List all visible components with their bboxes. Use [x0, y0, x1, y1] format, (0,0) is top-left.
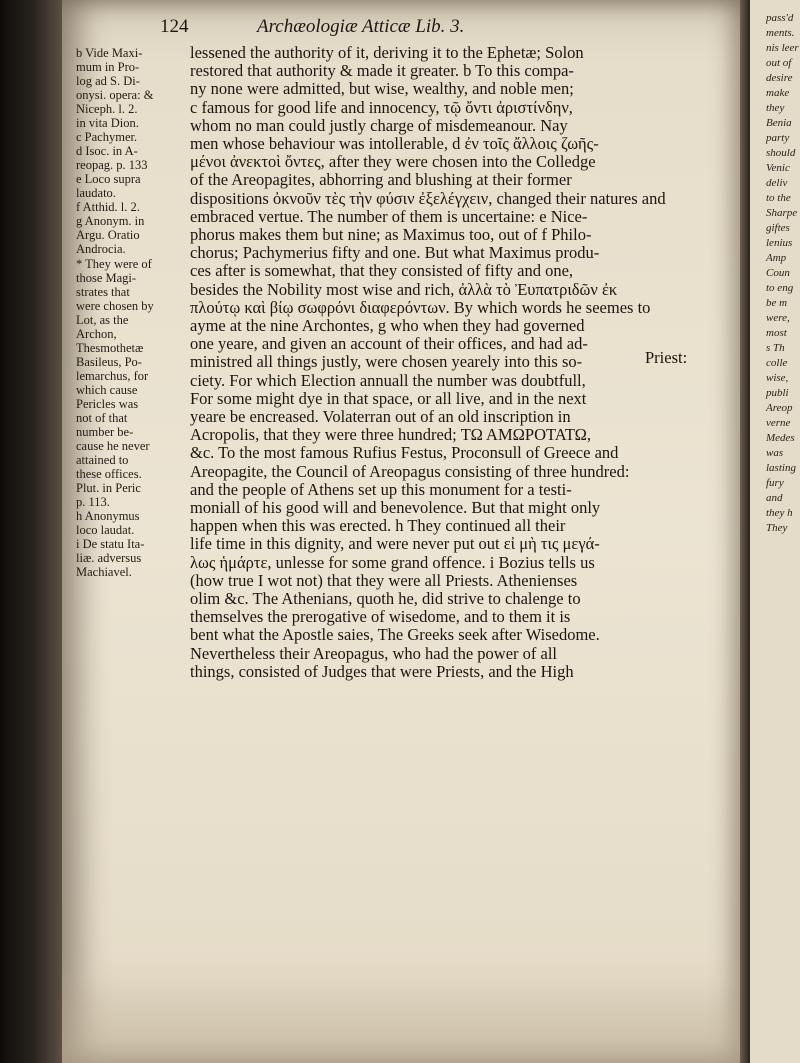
facing-page-fragment: make: [766, 87, 790, 99]
facing-page-fragment: should: [766, 147, 796, 159]
catchword: Priest:: [645, 348, 688, 367]
margin-note: which cause: [76, 383, 138, 397]
facing-page-fragment: lasting: [766, 462, 796, 474]
facing-page-fragment: to eng: [766, 282, 794, 294]
margin-note: lemarchus, for: [76, 369, 149, 383]
facing-page-fragment: lenius: [766, 237, 793, 249]
margin-note: loco laudat.: [76, 523, 135, 537]
body-line: λως ἡμάρτε, unlesse for some grand offence. i Bozius tells us: [190, 552, 595, 572]
margin-note: laudato.: [76, 186, 116, 200]
body-line: ciety. For which Election annuall the number was doubtfull,: [190, 370, 586, 390]
margin-note: Pericles was: [76, 397, 139, 411]
body-line: restored that authority & made it greater. b To this compa-: [190, 61, 574, 81]
facing-page-fragment: publi: [766, 387, 789, 399]
body-line: (how true I wot not) that they were all Priests. Athenienses: [190, 570, 578, 590]
body-line: μένοι ἀνεκτοὶ ὄντες, after they were chosen into the Colledge: [190, 152, 596, 172]
margin-note: Androcia.: [76, 242, 126, 256]
facing-page-fragment: party: [766, 132, 790, 144]
margin-note: onysi. opera: &: [76, 88, 154, 102]
facing-page-fragment: were,: [766, 312, 790, 324]
body-line: whom no man could justly charge of misdemeanour. Nay: [190, 115, 568, 135]
margin-note: b Vide Maxi-: [76, 46, 143, 60]
body-line: ny none were admitted, but wise, wealthy, and noble men;: [190, 79, 574, 99]
facing-page-fragment: Venic: [766, 162, 790, 174]
page-bottom-shadow: [62, 953, 740, 1063]
scan-left-edge: [0, 0, 62, 1063]
margin-note: reopag. p. 133: [76, 158, 148, 172]
margin-note: log ad S. Di-: [76, 74, 140, 88]
margin-note: i De statu Ita-: [76, 537, 145, 551]
body-line: one yeare, and given an account of their offices, and had ad-: [190, 334, 588, 354]
margin-note: Thesmothetæ: [76, 341, 144, 355]
margin-note: g Anonym. in: [76, 214, 145, 228]
facing-page-fragment: giftes: [766, 222, 790, 234]
body-line: For some might dye in that space, or all live, and in the next: [190, 388, 587, 408]
facing-page-fragment: Areop: [766, 402, 793, 414]
body-line: ces after is somewhat, that they consisted of fifty and one,: [190, 261, 574, 281]
margin-note: number be-: [76, 425, 134, 439]
margin-note: were chosen by: [76, 299, 154, 313]
margin-note: d Isoc. in A-: [76, 144, 138, 158]
facing-page-fragment: verne: [766, 417, 791, 429]
body-line: lessened the authority of it, deriving it to the Ephetæ; Solon: [190, 43, 584, 62]
margin-note: Archon,: [76, 327, 117, 341]
margin-note: * They were of: [76, 257, 152, 271]
facing-page-fragment: most: [766, 327, 787, 339]
facing-page-fragment: They: [766, 522, 788, 534]
body-line: ayme at the nine Archontes, g who when they had governed: [190, 316, 585, 335]
margin-note: Basileus, Po-: [76, 355, 142, 369]
body-line: embraced vertue. The number of them is uncertaine: e Nice-: [190, 206, 588, 226]
page-header: [62, 12, 662, 40]
facing-page-fragment: Sharpe: [766, 207, 798, 219]
margin-note: p. 113.: [76, 495, 110, 509]
margin-note: h Anonymus: [76, 509, 140, 523]
margin-note: Lot, as the: [76, 313, 129, 327]
facing-page-fragment: was: [766, 447, 784, 459]
body-line: happen when this was erected. h They continued all their: [190, 516, 566, 536]
facing-page-fragment: they h: [766, 507, 793, 519]
body-line: things, consisted of Judges that were Priests, and the High: [190, 661, 574, 681]
body-line: Nevertheless their Areopagus, who had the power of all: [190, 643, 558, 663]
margin-note: those Magi-: [76, 271, 137, 285]
body-line: ministred all things justly, were chosen yearely into this so-: [190, 352, 583, 372]
body-line: πλούτῳ καὶ βίῳ σωφρόνι διαφερόντων. By which words he seemes to: [190, 297, 651, 317]
body-line: of the Areopagites, abhorring and blushing at their former: [190, 170, 572, 190]
facing-page-fragment: they: [766, 102, 785, 114]
facing-page-fragment: out of: [766, 57, 792, 69]
body-line: phorus makes them but nine; as Maximus too, out of f Philo-: [190, 225, 592, 244]
facing-page-fragment: and: [766, 492, 783, 504]
margin-note: Plut. in Peric: [76, 481, 141, 495]
facing-page-fragment: Medes: [766, 432, 795, 444]
margin-note: cause he never: [76, 439, 150, 453]
facing-page-edge: [750, 0, 800, 1063]
body-line: bent what the Apostle saies, The Greeks seek after Wisedome.: [190, 625, 600, 645]
facing-page-fragment: pass'd: [766, 12, 794, 24]
margin-note: in vita Dion.: [76, 116, 139, 130]
facing-page-fragment: fury: [766, 477, 784, 489]
facing-page-fragment: colle: [766, 357, 788, 369]
body-line: yeare be encreased. Volaterran out of an old inscription in: [190, 407, 571, 426]
facing-page-fragment: wise,: [766, 372, 789, 384]
margin-note: liæ. adversus: [76, 551, 142, 565]
margin-note: mum in Pro-: [76, 60, 140, 74]
margin-note: Niceph. l. 2.: [76, 102, 138, 116]
body-line: men whose behaviour was intollerable, d ἐν τοῖς ἄλλοις ζωῆς-: [190, 134, 599, 153]
facing-page-fragment: desire: [766, 72, 793, 84]
body-line: themselves the prerogative of wisedome, and to them it is: [190, 607, 571, 627]
book-gutter: [740, 0, 750, 1063]
margin-note: f Atthid. l. 2.: [76, 200, 140, 214]
margin-note: these offices.: [76, 467, 142, 481]
facing-page-fragment: Amp: [766, 252, 787, 264]
facing-page-fragment: ments.: [766, 27, 795, 39]
body-line: and the people of Athens set up this monument for a testi-: [190, 479, 572, 499]
body-line: besides the Nobility most wise and rich, ἀλλὰ τὸ Ἐυπατριδῶν ἐκ: [190, 279, 618, 299]
margin-note: Argu. Oratio: [76, 228, 140, 242]
body-line: dispositions ὀκνοῦν τὲς τὴν φύσιν ἐξελέγχειν, changed their natures and: [190, 188, 666, 208]
margin-note: attained to: [76, 453, 129, 467]
body-line: chorus; Pachymerius fifty and one. But what Maximus produ-: [190, 243, 600, 263]
body-line: moniall of his good will and benevolence. But that might only: [190, 498, 601, 517]
facing-page-fragment: deliv: [766, 177, 788, 189]
facing-page-fragment: Coun: [766, 267, 790, 279]
body-line: life time in this dignity, and were never put out εἰ μὴ τις μεγά-: [190, 534, 600, 554]
facing-page-fragment: Benia: [766, 117, 792, 129]
facing-page-fragment: to the: [766, 192, 791, 204]
body-line: olim &c. The Athenians, quoth he, did strive to chalenge to: [190, 589, 581, 608]
margin-note: e Loco supra: [76, 172, 141, 186]
body-line: Acropolis, that they were three hundred; ΤΩ ΑΜΩΡΟΤΑΤΩ,: [190, 425, 592, 445]
margin-note: Machiavel.: [76, 565, 132, 579]
body-line: Areopagite, the Council of Areopagus consisting of three hundred:: [190, 461, 630, 481]
facing-page-fragment: s Th: [766, 342, 785, 354]
body-line: &c. To the most famous Rufius Festus, Proconsull of Greece and: [190, 443, 619, 463]
page-number: 124: [160, 16, 189, 37]
margin-note: c Pachymer.: [76, 130, 138, 144]
facing-page-fragment: be m: [766, 297, 788, 309]
margin-note: not of that: [76, 411, 128, 425]
facing-page-fragment: nis leer: [766, 42, 799, 54]
running-title: Archæologiæ Atticæ Lib. 3.: [257, 16, 465, 37]
margin-note: strates that: [76, 285, 130, 299]
body-line: c famous for good life and innocency, τῷ ὄντι ἀριστίνδην,: [190, 97, 573, 117]
